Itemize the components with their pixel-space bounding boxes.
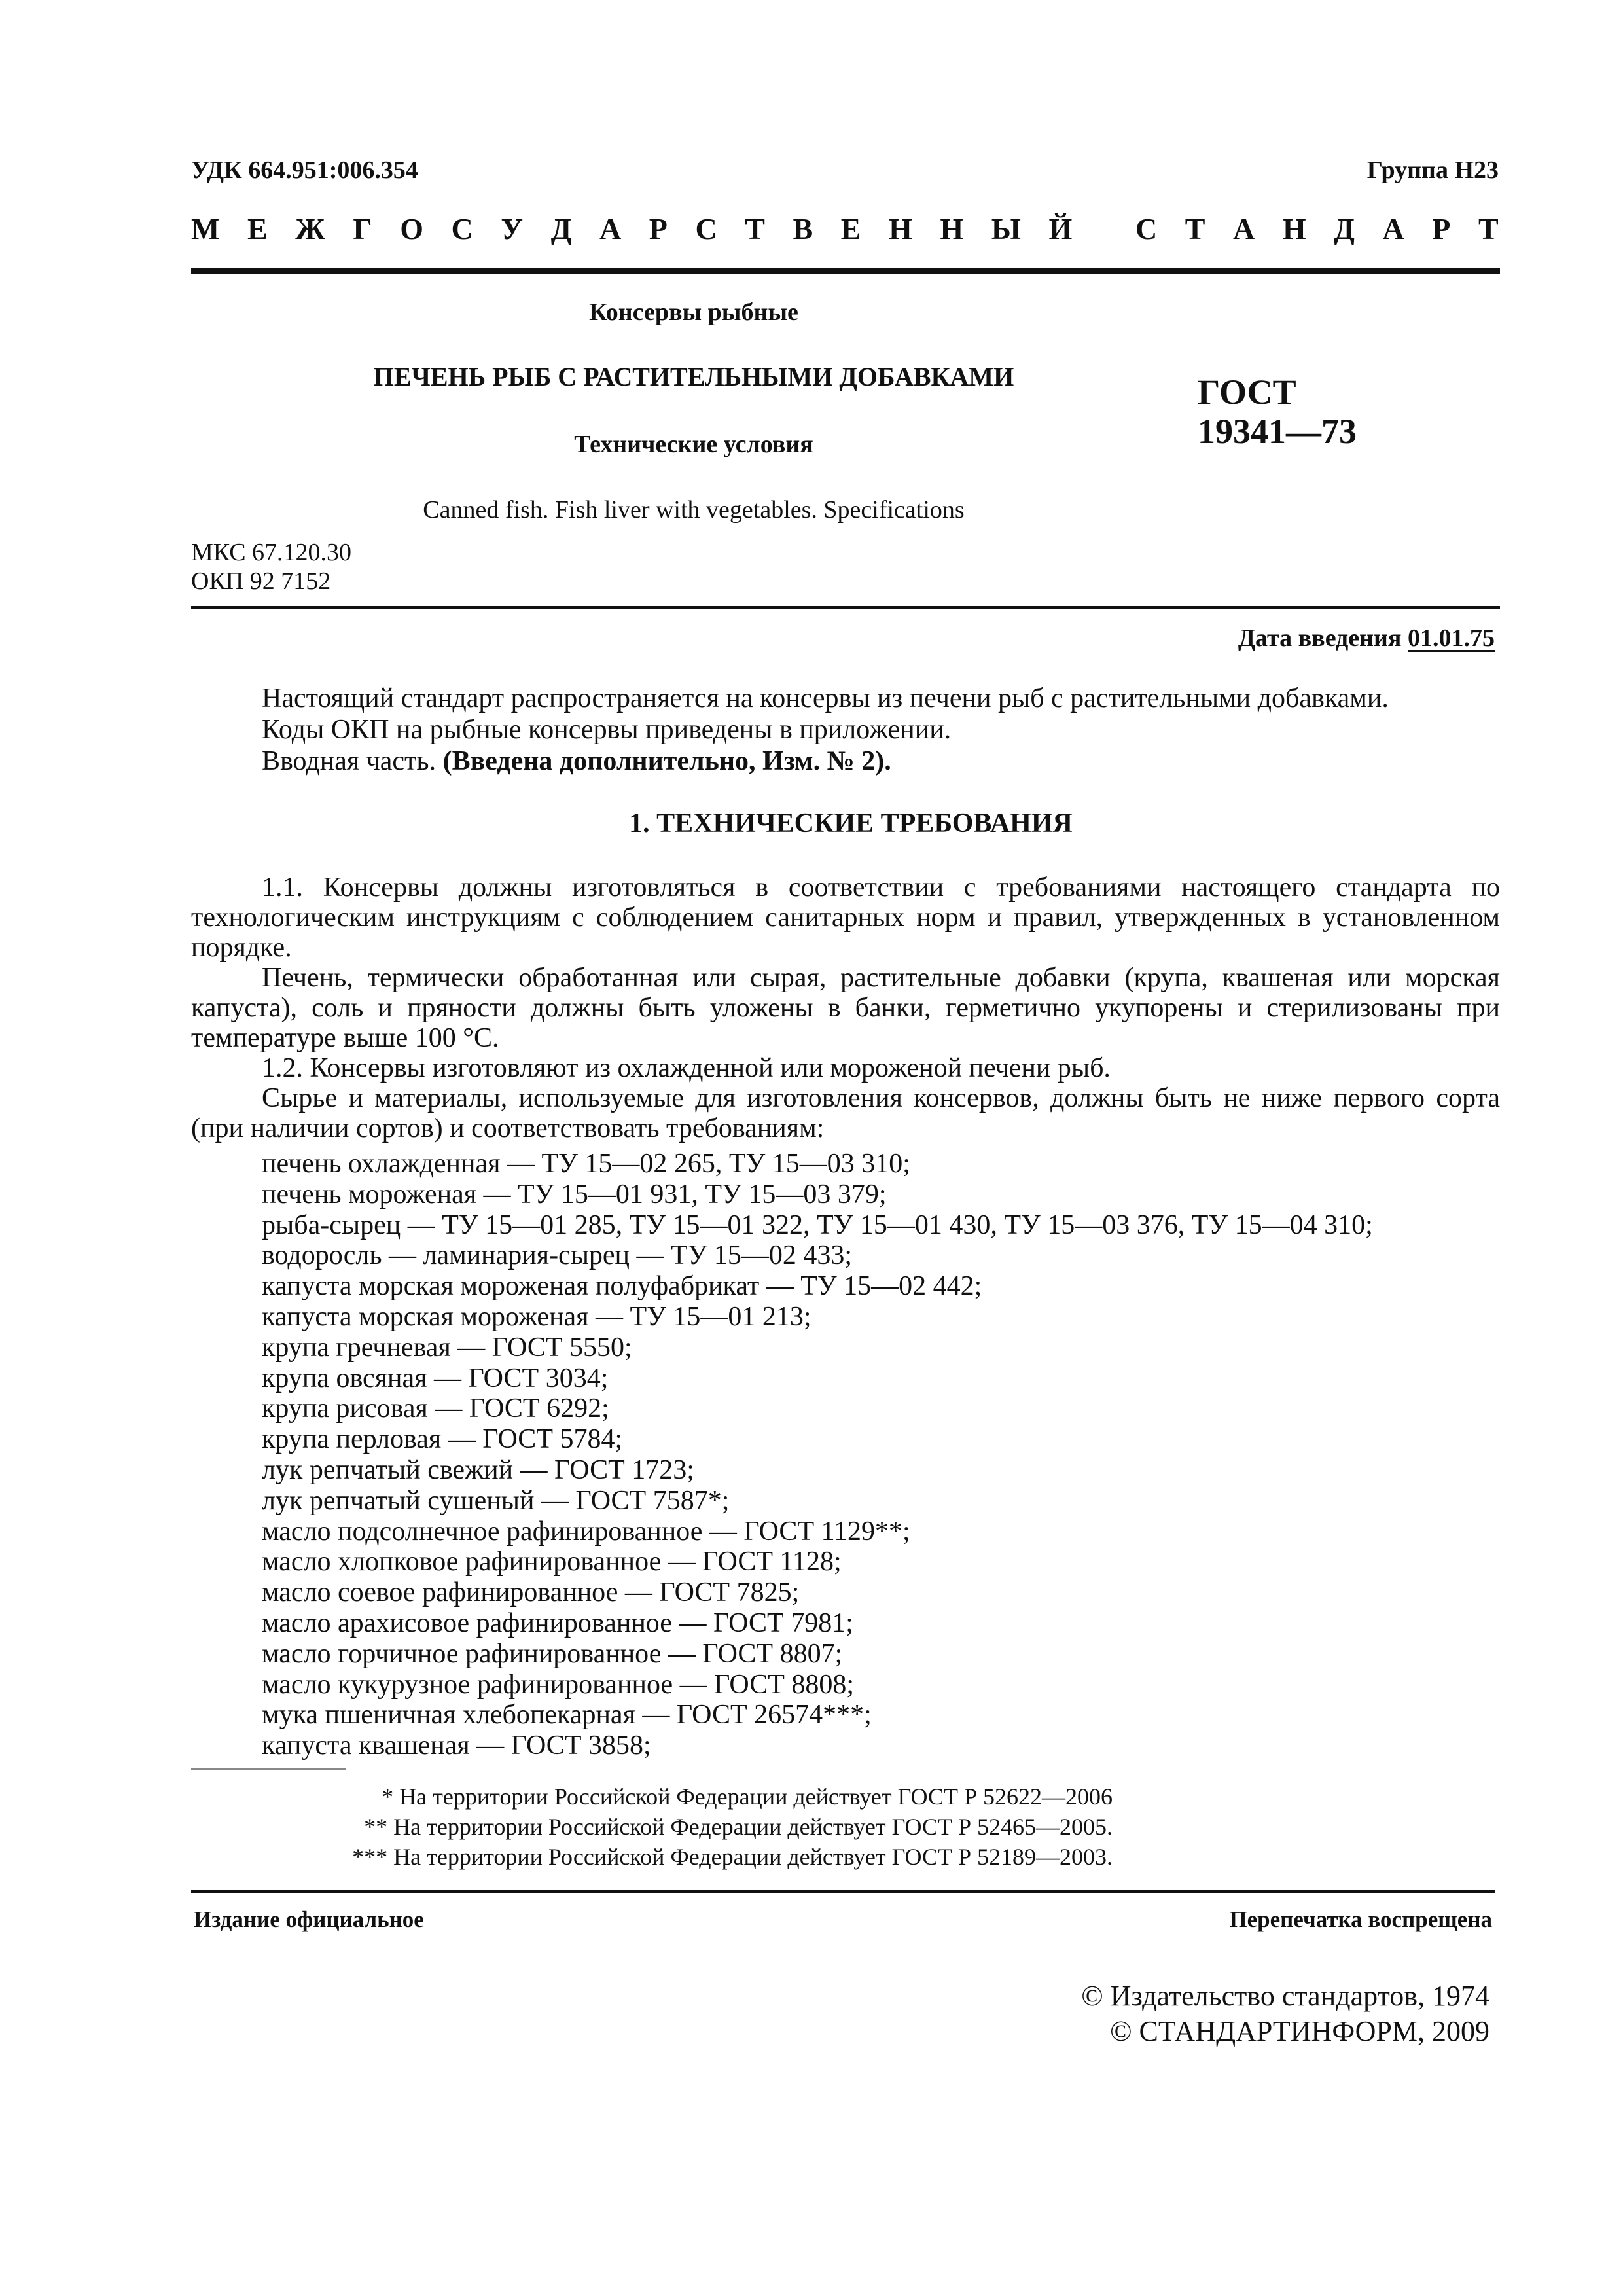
list-item: масло подсолнечное рафинированное — ГОСТ 1129**;	[262, 1516, 910, 1547]
list-item: масло хлопковое рафинированное — ГОСТ 1128;	[262, 1547, 842, 1577]
english-title: Canned fish. Fish liver with vegetables. Specifications	[423, 496, 965, 524]
edition-note: Издание официальное	[194, 1907, 424, 1932]
footer-rule	[191, 1890, 1495, 1893]
heading-letter: А	[599, 212, 622, 245]
intro-block	[262, 683, 1389, 777]
footnote: *** На территории Российской Федерации действует ГОСТ Р 52189—2003.	[352, 1844, 1113, 1870]
materials-list	[262, 1149, 1373, 1761]
heading-letter: Ы	[991, 212, 1021, 245]
list-item: крупа гречневая — ГОСТ 5550;	[262, 1332, 632, 1363]
footnote-separator	[191, 1768, 346, 1770]
gost-label: ГОСТ	[1198, 372, 1296, 412]
date-label: Дата введения	[1238, 624, 1402, 652]
heading-letter: С	[695, 212, 717, 245]
list-item: печень охлажденная — ТУ 15—02 265, ТУ 15—03 310;	[262, 1149, 910, 1179]
list-item: капуста морская мороженая — ТУ 15—01 213;	[262, 1301, 812, 1332]
document-spec-title: Технические условия	[574, 431, 813, 458]
heading-letter: Т	[1185, 212, 1205, 245]
heading-letter: А	[1233, 212, 1255, 245]
document-title: ПЕЧЕНЬ РЫБ С РАСТИТЕЛЬНЫМИ ДОБАВКАМИ	[373, 362, 1014, 391]
document-subtitle: Консервы рыбные	[589, 298, 798, 326]
heading-letter: Е	[840, 212, 861, 245]
footnote: ** На территории Российской Федерации действует ГОСТ Р 52465—2005.	[364, 1814, 1113, 1840]
heading-letter: Д	[1334, 212, 1355, 245]
section-body	[191, 872, 1500, 1143]
udc-code: УДК 664.951:006.354	[191, 156, 418, 184]
heading-letter: Ж	[295, 212, 325, 245]
list-item: капуста квашеная — ГОСТ 3858;	[262, 1731, 651, 1761]
intro-line: Коды ОКП на рыбные консервы приведены в приложении.	[262, 715, 952, 745]
list-item: масло горчичное рафинированное — ГОСТ 8807;	[262, 1638, 843, 1669]
heading-letter: Н	[940, 212, 964, 245]
copyright-block	[1081, 1979, 1489, 2049]
intro-plain: Вводная часть.	[262, 746, 437, 776]
heading-letter: Н	[889, 212, 912, 245]
footnote: * На территории Российской Федерации действует ГОСТ Р 52622—2006	[382, 1784, 1113, 1810]
okp-code: ОКП 92 7152	[191, 567, 331, 595]
header-rule	[191, 268, 1500, 274]
heading-letter	[1100, 211, 1108, 246]
list-item: масло соевое рафинированное — ГОСТ 7825;	[262, 1577, 800, 1608]
list-item: крупа рисовая — ГОСТ 6292;	[262, 1393, 609, 1424]
group-code: Группа Н23	[1366, 156, 1499, 184]
heading-letter: В	[793, 212, 813, 245]
paragraph: Сырье и материалы, используемые для изготовления консервов, должны быть не ниже первого сорта (при наличии сортов) и соответствовать требованиям:	[191, 1083, 1500, 1143]
list-item: лук репчатый свежий — ГОСТ 1723;	[262, 1454, 694, 1485]
heading-letter: Т	[1478, 212, 1499, 245]
list-item: крупа перловая — ГОСТ 5784;	[262, 1424, 623, 1455]
copyright-line: © Издательство стандартов, 1974	[1081, 1980, 1489, 2012]
heading-letter: Й	[1048, 212, 1073, 245]
mks-code: МКС 67.120.30	[191, 539, 352, 566]
heading-letter: М	[191, 212, 220, 245]
paragraph: Печень, термически обработанная или сырая, растительные добавки (крупа, квашеная или морская капуста), соль и пряности должны быть уложены в банки, герметично укупорены и стерилизованы при температуре выше 100 °С.	[191, 963, 1500, 1053]
intro-line: Настоящий стандарт распространяется на консервы из печени рыб с растительными добавками.	[262, 683, 1389, 713]
heading-letter: Р	[1432, 212, 1451, 245]
section-heading: 1. ТЕХНИЧЕСКИЕ ТРЕБОВАНИЯ	[629, 808, 1073, 838]
list-item: крупа овсяная — ГОСТ 3034;	[262, 1363, 609, 1393]
heading-letter: У	[501, 212, 524, 245]
heading-letter: С	[451, 212, 473, 245]
list-item: рыба-сырец — ТУ 15—01 285, ТУ 15—01 322, ТУ 15—01 430, ТУ 15—03 376, ТУ 15—04 310;	[262, 1210, 1373, 1240]
introduction-date	[1238, 624, 1495, 653]
list-item: масло арахисовое рафинированное — ГОСТ 7981;	[262, 1607, 853, 1638]
heading-letter: О	[400, 212, 423, 245]
list-item: капуста морская мороженая полуфабрикат — ТУ 15—02 442;	[262, 1271, 982, 1302]
heading-letter: Г	[353, 212, 372, 245]
date-value: 01.01.75	[1408, 624, 1495, 652]
reprint-note: Перепечатка воспрещена	[1229, 1907, 1492, 1932]
heading-letter: Е	[247, 212, 268, 245]
list-item: масло кукурузное рафинированное — ГОСТ 8808;	[262, 1669, 855, 1700]
heading-letter: Т	[745, 212, 765, 245]
footnotes	[352, 1782, 1113, 1872]
amendment-note: (Введена дополнительно, Изм. № 2).	[442, 746, 891, 776]
copyright-line: © СТАНДАРТИНФОРМ, 2009	[1110, 2015, 1489, 2047]
heading-letter: Н	[1282, 212, 1306, 245]
heading-letter: С	[1135, 212, 1158, 245]
interstate-standard-heading	[191, 211, 1499, 246]
heading-letter: Р	[649, 212, 668, 245]
paragraph: 1.1. Консервы должны изготовляться в соответствии с требованиями настоящего стандарта по технологическим инструкциям с соблюдением санитарных норм и правил, утвержденных в установленном порядке.	[191, 872, 1500, 963]
heading-letter: Д	[550, 212, 572, 245]
title-rule	[191, 606, 1500, 609]
list-item: печень мороженая — ТУ 15—01 931, ТУ 15—03 379;	[262, 1179, 887, 1210]
gost-number: 19341—73	[1198, 412, 1357, 451]
list-item: водоросль — ламинария-сырец — ТУ 15—02 433;	[262, 1240, 853, 1271]
intro-line	[262, 745, 1389, 777]
list-item: мука пшеничная хлебопекарная — ГОСТ 26574***;	[262, 1700, 872, 1731]
heading-letter: А	[1382, 212, 1404, 245]
paragraph: 1.2. Консервы изготовляют из охлажденной или мороженой печени рыб.	[262, 1053, 1111, 1083]
list-item: лук репчатый сушеный — ГОСТ 7587*;	[262, 1485, 730, 1516]
